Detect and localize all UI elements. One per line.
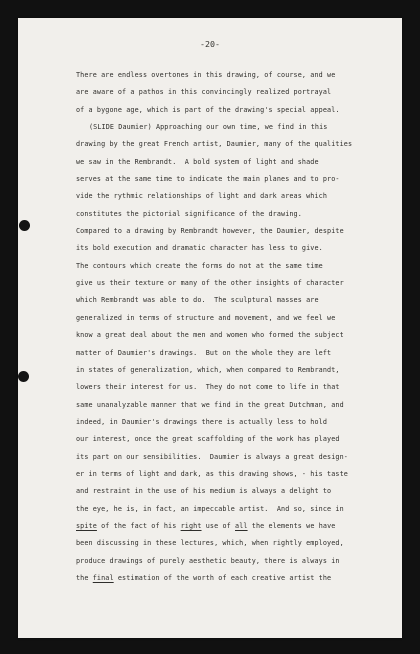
text-line [76,570,402,587]
text-segment: er in terms of light and dark, as this drawing shows, - his taste [76,469,348,478]
text-segment: been discussing in these lectures, which, when rightly employed, [76,539,344,548]
text-line [76,362,402,379]
text-segment: its bold execution and dramatic character has less to give. [76,244,323,253]
page-number: -20- [200,39,220,49]
text-segment: produce drawings of purely aesthetic beauty, there is always in [76,556,340,565]
text-segment: The contours which create the forms do not at the same time [76,261,323,270]
text-line [76,535,402,552]
text-segment: its part on our sensibilities. Daumier is always a great design- [76,452,348,461]
text-segment: Compared to a drawing by Rembrandt however, the Daumier, despite [76,227,344,236]
text-line [76,310,402,327]
text-line [76,466,402,483]
text-line [76,345,402,362]
text-segment: give us their texture or many of the other insights of character [76,279,344,288]
text-line [76,431,402,448]
text-segment: same unanalyzable manner that we find in the great Dutchman, and [76,400,344,409]
text-segment: know a great deal about the men and women who formed the subject [76,331,344,340]
underlined-text: all [235,521,248,530]
underlined-text: spite [76,521,97,530]
text-line [76,379,402,396]
text-segment: our interest, once the great scaffolding of the work has played [76,435,340,444]
text-line [76,102,402,119]
underlined-text: final [92,573,114,582]
text-segment: of the fact of his [96,521,181,530]
text-line [76,397,402,414]
text-segment: which Rembrandt was able to do. The sculptural masses are [76,296,319,305]
text-segment: are aware of a pathos in this convincingly realized portrayal [76,88,332,97]
text-segment: serves at the same time to indicate the main planes and to pro- [76,175,340,184]
text-line [76,501,402,518]
text-line [76,275,402,292]
body-text [76,67,402,587]
text-line [76,223,402,240]
text-line [76,449,402,466]
text-segment: vide the rythmic relationships of light and dark areas which [76,192,328,201]
binder-punch-hole-upper [19,220,30,231]
text-segment: lowers their interest for us. They do not come to life in that [76,383,340,392]
text-line [76,67,402,84]
text-line [76,136,402,153]
text-line [76,553,402,570]
underlined-text: right [180,521,202,530]
text-line [76,414,402,431]
text-segment: of a bygone age, which is part of the drawing's special appeal. [76,105,340,114]
text-line [76,154,402,171]
text-segment: There are endless overtones in this drawing, of course, and we [76,71,336,79]
text-line [76,119,402,136]
text-line [76,292,402,309]
text-line [76,483,402,500]
text-segment: indeed, in Daumier's drawings there is actually less to hold [76,417,328,426]
text-line [76,188,402,205]
text-segment: constitutes the pictorial significance of the drawing. [76,209,302,218]
text-segment: matter of Daumier's drawings. But on the whole they are left [76,348,332,357]
text-line [76,171,402,188]
typewritten-page [18,18,402,638]
text-segment: in states of generalization, which, when compared to Rembrandt, [76,365,340,374]
text-line [76,327,402,344]
text-segment: and restraint in the use of his medium is always a delight to [76,487,332,496]
text-line [76,258,402,275]
text-segment: (SLIDE Daumier) Approaching our own time, we find in this [89,123,328,132]
text-segment: estimation of the worth of each creative artist the [113,573,332,582]
text-segment: the eye, he is, in fact, an impeccable artist. And so, since in [76,504,344,513]
text-line [76,518,402,535]
text-segment: drawing by the great French artist, Daumier, many of the qualities [76,140,353,149]
text-line [76,84,402,101]
text-segment: generalized in terms of structure and movement, and we feel we [76,313,336,322]
text-segment: the elements we have [247,521,336,530]
text-line [76,240,402,257]
text-line [76,206,402,223]
binder-punch-hole-lower [18,371,29,382]
text-segment: the [76,573,93,582]
text-segment: we saw in the Rembrandt. A bold system of light and shade [76,157,319,166]
text-segment: use of [201,521,236,530]
